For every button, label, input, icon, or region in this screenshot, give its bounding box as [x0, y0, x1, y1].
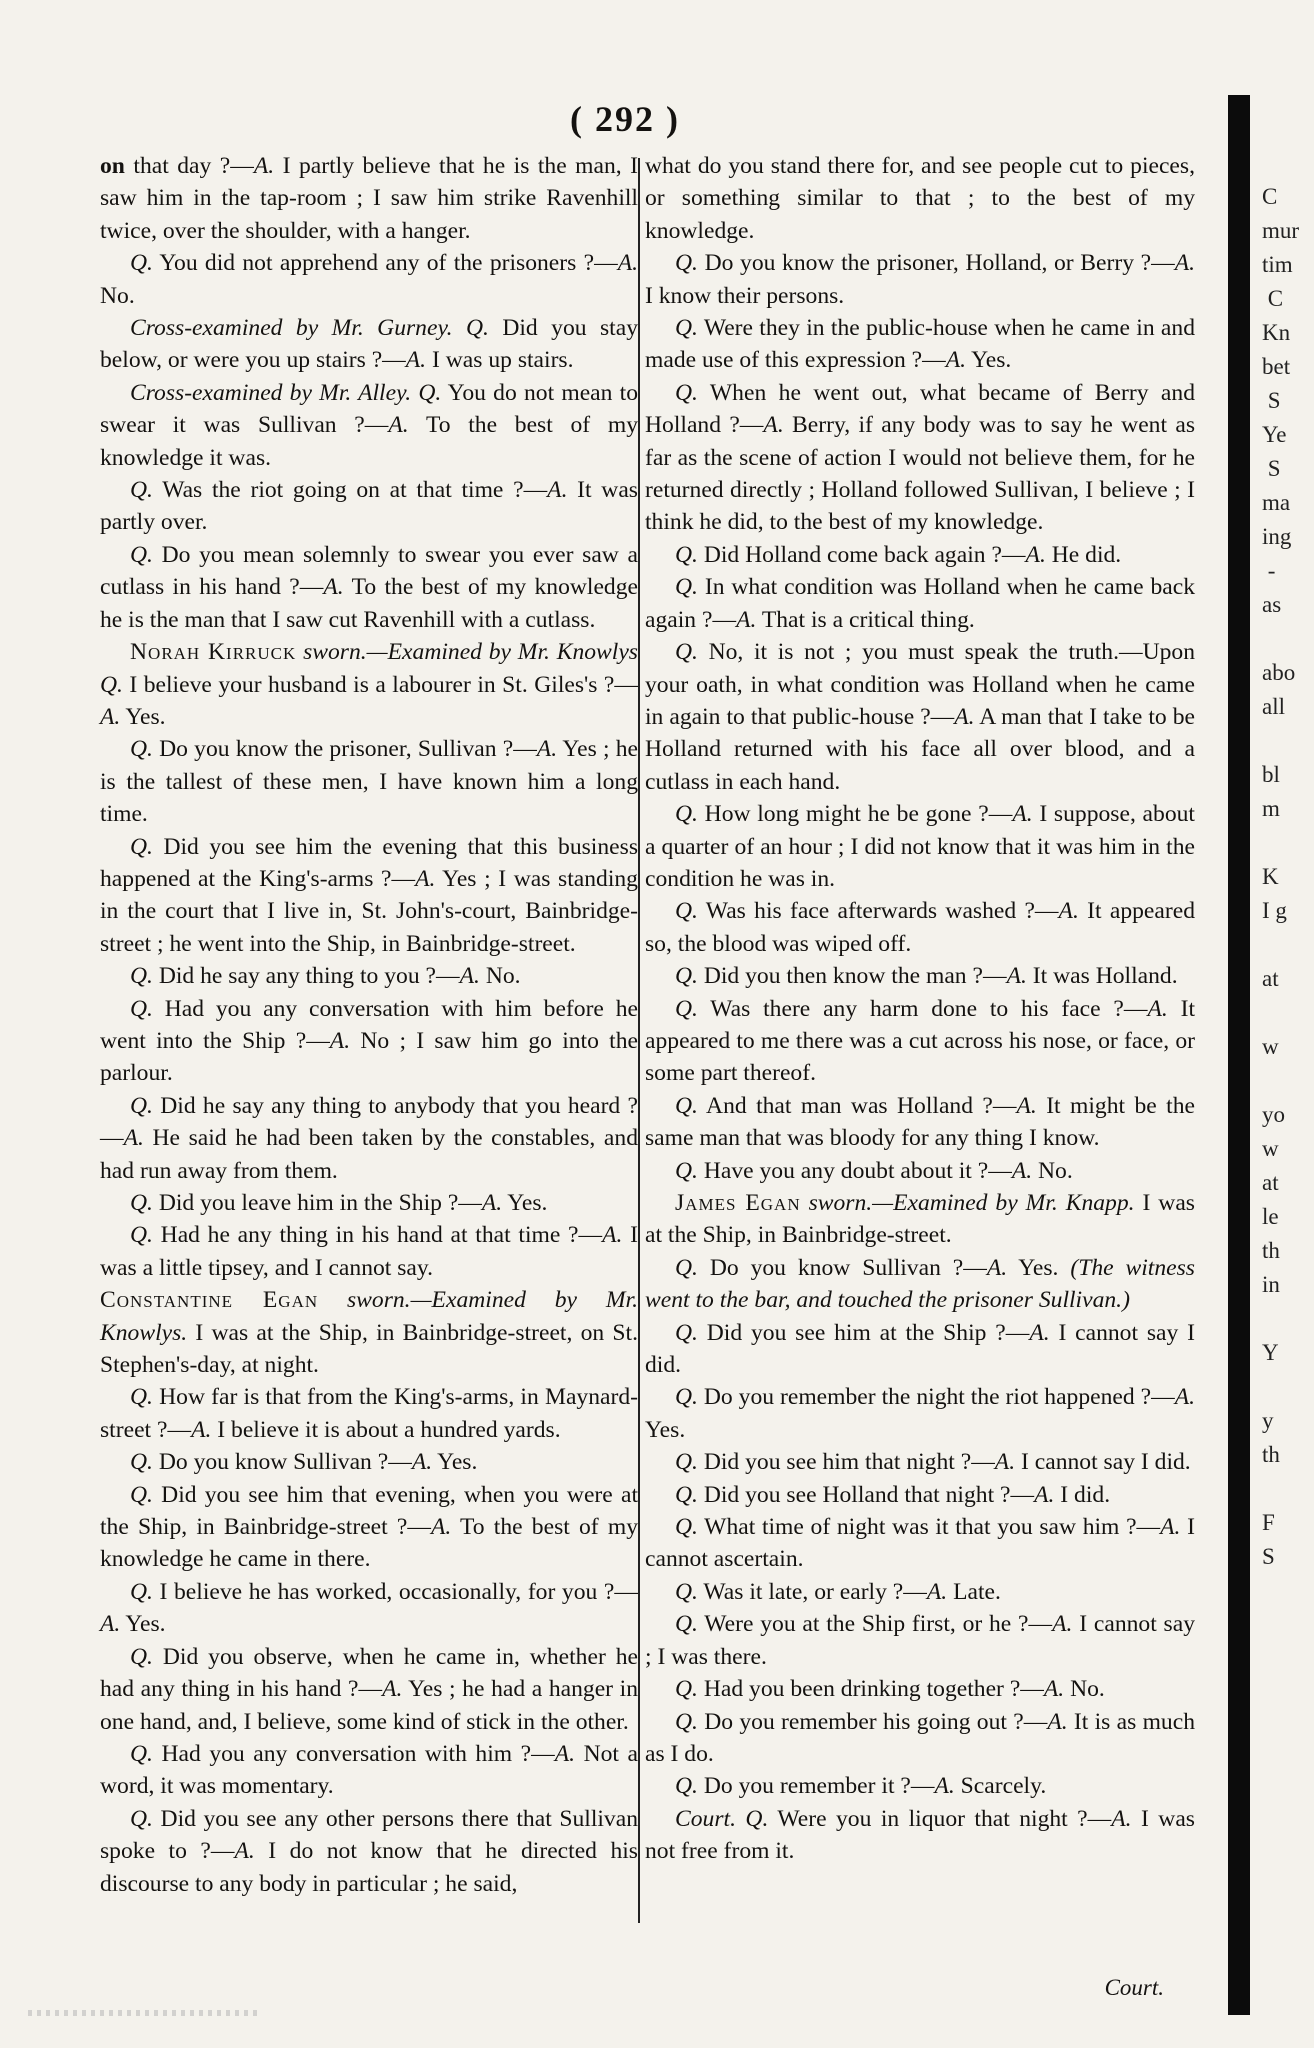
paragraph [645, 798, 1195, 895]
text-run: Q. [130, 1481, 153, 1508]
text-run: Had he any thing in his hand at that time ?— [152, 1222, 603, 1249]
text-run: Cross-examined by Mr. Alley. [130, 379, 412, 406]
text-run: I partly believe that he is the man, I saw him in the tap-room ; I saw him strike Ravenhill twice, over the shoulder, with a hanger. [100, 153, 638, 244]
text-run: on [100, 153, 125, 179]
text-run: Do you mean solemnly to swear you ever saw a cutlass in his hand ?— [100, 541, 638, 601]
text-run: Did you see any other persons there that Sullivan spoke to ?— [100, 1805, 638, 1865]
paragraph [100, 1090, 638, 1187]
text-run: A. [329, 1027, 351, 1054]
facing-page-fragments: C mur tim C Kn bet S Ye S ma ing - as abo all bl m K I g at w yo w at le th in Y y th F S [1262, 184, 1300, 1569]
text-run: Q. [130, 1449, 153, 1476]
text-run: A. [763, 412, 784, 439]
text-run: To the best of my knowledge it was. [100, 412, 638, 471]
text-run: sworn.—Examined by Mr. Knapp. [808, 1190, 1135, 1216]
paragraph [645, 1187, 1195, 1252]
text-run: Yes ; he is the tallest of these men, I have known him a long time. [100, 736, 638, 828]
text-run: He said he had been taken by the constables, and had run away from them. [100, 1125, 638, 1184]
text-run: what do you stand there for, and see people cut to pieces, or something similar to that ; to the best of my knowledge. [645, 153, 1195, 244]
text-run: A. [100, 1611, 121, 1638]
text-run: A. [1174, 1384, 1195, 1411]
ink-smudge [28, 2010, 258, 2016]
paragraph [645, 1317, 1195, 1382]
text-run: Court. [675, 1805, 736, 1832]
text-run: Q. [675, 1254, 698, 1281]
text-run: Cross-examined by Mr. Gurney. [130, 315, 453, 342]
text-run: I know their persons. [645, 282, 845, 309]
text-run: Berry, if any body was to say he went as far as the scene of action I would not believe them, for he returned directly ; Holland followed Sullivan, I believe ; I think he did, to the best of my knowledge. [645, 412, 1195, 536]
text-run: A. [430, 1514, 452, 1541]
text-run: Do you know Sullivan ?— [152, 1449, 412, 1476]
text-run: Q. [675, 1384, 698, 1411]
paragraph [100, 474, 638, 539]
text-run: A. [602, 1222, 623, 1249]
text-run: A. [926, 1578, 948, 1605]
text-run: I was up stairs. [426, 347, 574, 374]
text-run: Q. [675, 1449, 698, 1476]
paragraph [100, 636, 638, 733]
text-run: Q. [675, 1578, 698, 1605]
text-run: Were you at the Ship first, or he ?— [697, 1611, 1053, 1638]
text-run: I was at the Ship, in Bainbridge-street. [645, 1190, 1195, 1249]
text-run: Q. [675, 315, 698, 342]
text-run: Yes. [120, 703, 166, 730]
text-run: Had you been drinking together ?— [697, 1676, 1044, 1703]
text-run: Q. [675, 250, 698, 277]
text-run: Q. [675, 995, 698, 1022]
paragraph [645, 1706, 1195, 1771]
text-run: Yes. [432, 1449, 478, 1476]
text-run: To the best of my knowledge he came in there. [100, 1514, 638, 1573]
text-run: You do not mean to swear it was Sullivan ?— [100, 379, 639, 439]
text-run: Q. [130, 1740, 153, 1767]
text-run: I suppose, about a quarter of an hour ; I did not know that it was him in the condition he was in. [645, 801, 1195, 892]
text-run: How far is that from the King's-arms, in Maynard-street ?— [100, 1384, 638, 1443]
text-run: Had you any conversation with him ?— [152, 1740, 555, 1767]
text-run: A. [1025, 541, 1046, 568]
text-run: A. [405, 347, 427, 374]
text-run: Q. [130, 1805, 153, 1832]
paragraph [100, 1446, 638, 1478]
text-run: A. [1006, 963, 1027, 990]
text-run: A. [986, 1254, 1008, 1281]
text-run: It was partly over. [100, 477, 638, 536]
text-run: Did you see him that night ?— [697, 1449, 995, 1476]
text-run: Yes. [120, 1611, 166, 1638]
text-run: A. [945, 347, 967, 374]
text-run [453, 315, 466, 341]
text-run: Did he say any thing to anybody that you heard ?— [100, 1092, 638, 1152]
text-run: Yes ; I was standing in the court that I live in, St. John's-court, Bainbridge-street ; he went into the Ship, in Bainbridge-street. [100, 865, 638, 957]
text-run: (The witness went to the bar, and touched the prisoner Sullivan.) [645, 1254, 1195, 1314]
text-run: Q. [418, 379, 442, 406]
paragraph [645, 960, 1195, 992]
right-column [645, 150, 1195, 1978]
text-run: Did you see him the evening that this business happened at the King's-arms ?— [100, 833, 638, 892]
text-run: I was not free from it. [645, 1805, 1195, 1865]
text-run: When he went out, what became of Berry and Holland ?— [645, 379, 1195, 439]
text-run: No, it is not ; you must speak the truth.—Upon your oath, in what condition was Holland when he came in again to that public-house ?— [645, 639, 1195, 730]
text-run: Q. [675, 379, 698, 406]
text-run: sworn.—Examined by Mr. Knowlys [303, 639, 638, 666]
paragraph [645, 1673, 1195, 1705]
paragraph [645, 895, 1195, 960]
paragraph [645, 1155, 1195, 1187]
text-run: A. [1016, 1092, 1037, 1119]
text-run: A. [123, 1125, 144, 1152]
witness-name: Constantine Egan [100, 1287, 319, 1314]
text-run: I believe he has worked, occasionally, for you ?— [152, 1578, 638, 1605]
text-run: Q. [130, 963, 153, 990]
text-run: Did you observe, when he came in, whether he had any thing in his hand ?— [100, 1643, 638, 1703]
text-run: Q. [100, 671, 123, 698]
text-run: A. [415, 865, 436, 892]
paragraph [100, 1187, 638, 1219]
paragraph [645, 1511, 1195, 1576]
text-run: Not a word, it was momentary. [100, 1740, 638, 1800]
text-run: Q. [130, 995, 153, 1022]
paragraph [645, 312, 1195, 377]
paragraph [100, 377, 638, 474]
paragraph [645, 1576, 1195, 1608]
text-run: A. [382, 1676, 403, 1703]
text-run: It might be the same man that was bloody for any thing I know. [645, 1092, 1195, 1152]
text-run: Did he say any thing to you ?— [152, 963, 460, 990]
text-run: A. [481, 1190, 503, 1216]
text-run: A. [954, 703, 975, 730]
text-run: A. [736, 606, 757, 633]
text-run: A. [1029, 1319, 1050, 1346]
text-run: A. [1174, 250, 1195, 277]
text-run: Q. [675, 574, 698, 601]
paragraph [645, 993, 1195, 1090]
text-run: Did you see Holland that night ?— [697, 1481, 1035, 1508]
text-run: A. [617, 250, 638, 277]
paragraph [100, 1381, 638, 1446]
paragraph [100, 312, 638, 377]
text-run: A. [1052, 1611, 1073, 1638]
text-run: Were you in liquor that night ?— [768, 1805, 1112, 1832]
text-run: Yes. [645, 1416, 686, 1443]
paragraph [645, 571, 1195, 636]
paragraph [100, 1479, 638, 1576]
text-run: Q. [130, 1222, 153, 1249]
text-run: Q. [130, 1092, 153, 1119]
text-run: Q. [675, 898, 698, 925]
text-run: A. [1147, 995, 1168, 1022]
text-run: Did you then know the man ?— [697, 963, 1007, 990]
paragraph [100, 539, 638, 636]
text-run: A. [459, 963, 480, 990]
text-run: He did. [1045, 541, 1122, 568]
text-run: Do you remember the night the riot happened ?— [697, 1384, 1175, 1411]
text-run: It is as much as I do. [645, 1708, 1195, 1767]
text-run: Q. [130, 1643, 153, 1670]
text-run: that day ?— [124, 153, 254, 179]
text-run: Yes. [502, 1190, 548, 1216]
text-run: A. [554, 1740, 576, 1767]
paragraph [100, 1284, 638, 1381]
text-run: Q. [675, 1773, 698, 1800]
text-run: A. [100, 703, 121, 730]
text-run: Was the riot going on at that time ?— [152, 477, 548, 504]
column-divider [638, 158, 640, 1923]
text-run: A. [536, 736, 558, 763]
text-run: Q. [675, 1611, 698, 1638]
text-run: No. [1064, 1676, 1105, 1703]
text-run: A. [1011, 1157, 1033, 1184]
text-run: What time of night was it that you saw him ?— [697, 1514, 1161, 1541]
text-run: I cannot say ; I was there. [645, 1611, 1195, 1670]
text-run: A. [994, 1449, 1016, 1476]
text-run: Yes. [966, 347, 1012, 374]
text-run: No ; I saw him go into the parlour. [100, 1027, 638, 1087]
text-run: Scarcely. [954, 1773, 1047, 1800]
text-run: I cannot say I did. [645, 1319, 1195, 1379]
text-run: Q. [675, 1514, 698, 1541]
text-run: Do you know the prisoner, Holland, or Berry ?— [697, 250, 1175, 277]
text-run: I cannot ascertain. [645, 1514, 1195, 1573]
paragraph [645, 1803, 1195, 1868]
text-run: Did Holland come back again ?— [697, 541, 1026, 568]
text-run: Have you any doubt about it ?— [697, 1157, 1012, 1184]
text-run: It appeared to me there was a cut across his nose, or face, or some part thereof. [645, 995, 1196, 1087]
text-run: I do not know that he directed his discourse to any body in particular ; he said, [100, 1838, 638, 1897]
paragraph [645, 1252, 1195, 1317]
text-run: Q. [675, 801, 698, 828]
text-run: A. [234, 1838, 255, 1865]
text-run: Q. [465, 315, 489, 342]
paragraph [645, 377, 1195, 539]
paragraph [100, 733, 638, 830]
text-run: In what condition was Holland when he came back again ?— [645, 574, 1195, 633]
text-run: Q. [675, 639, 698, 666]
text-run: Do you know Sullivan ?— [697, 1254, 987, 1281]
text-run: A. [1012, 801, 1033, 828]
text-run: A. [388, 412, 409, 439]
text-run: Q. [130, 541, 153, 568]
paragraph [645, 636, 1195, 798]
text-run: Q. [130, 736, 153, 763]
text-run: I was a little tipsey, and I cannot say. [100, 1222, 638, 1281]
paragraph [645, 1381, 1195, 1446]
paragraph [645, 1090, 1195, 1155]
paragraph [100, 1803, 638, 1900]
text-run: Q. [675, 1708, 698, 1735]
text-run: Did you see him at the Ship ?— [697, 1319, 1030, 1346]
text-run: I cannot say I did. [1015, 1449, 1191, 1476]
text-run: Q. [130, 833, 153, 860]
text-run: A. [1111, 1805, 1132, 1832]
text-run: A. [1058, 898, 1079, 925]
text-run: Q. [675, 1092, 698, 1119]
text-run: Do you remember his going out ?— [697, 1708, 1048, 1735]
text-run: A. [411, 1449, 433, 1476]
paragraph [645, 247, 1195, 312]
text-run: Did you leave him in the Ship ?— [152, 1190, 482, 1216]
text-run: A. [934, 1773, 955, 1800]
text-run: And that man was Holland ?— [697, 1092, 1017, 1119]
text-run: A. [1160, 1514, 1181, 1541]
paragraph [645, 1479, 1195, 1511]
catchword: Court. [1104, 1975, 1164, 2000]
text-run: No. [100, 282, 135, 309]
witness-name: Norah Kirruck [130, 639, 297, 666]
text-run: No. [479, 963, 521, 990]
gutter-shadow [1228, 95, 1250, 2015]
paragraph [645, 1608, 1195, 1673]
text-run: That is a critical thing. [756, 606, 975, 633]
paragraph [100, 1576, 638, 1641]
paragraph [645, 1770, 1195, 1802]
text-run: Was his face afterwards washed ?— [697, 898, 1059, 925]
text-run: Q. [675, 1319, 698, 1346]
text-run: Was there any harm done to his face ?— [697, 995, 1148, 1022]
text-run: Q. [745, 1805, 769, 1832]
paragraph [100, 1641, 638, 1738]
text-run: Do you know the prisoner, Sullivan ?— [152, 736, 537, 763]
text-run: I was at the Ship, in Bainbridge-street, on St. Stephen's-day, at night. [100, 1319, 638, 1379]
text-run: Q. [130, 1190, 153, 1216]
text-run: A. [323, 574, 344, 601]
text-run: Q. [675, 1157, 698, 1184]
text-run: It appeared so, the blood was wiped off. [645, 898, 1195, 957]
text-run: Q. [130, 250, 153, 277]
text-run: Q. [675, 541, 698, 568]
paragraph [645, 1446, 1195, 1478]
text-run: A. [1047, 1708, 1068, 1735]
text-run: A. [191, 1416, 212, 1443]
text-run: No. [1032, 1157, 1073, 1184]
text-run: Q. [675, 1676, 698, 1703]
text-run: A. [547, 477, 568, 504]
text-run: Did you see him that evening, when you were at the Ship, in Bainbridge-street ?— [100, 1481, 638, 1541]
text-run [318, 1287, 347, 1313]
text-run [801, 1190, 809, 1216]
paragraph [100, 831, 638, 961]
text-run: Q. [675, 1481, 698, 1508]
text-run: Q. [130, 477, 153, 504]
text-run: Yes ; he had a hanger in one hand, and, I believe, some kind of stick in the other. [100, 1676, 638, 1735]
paragraph [100, 993, 638, 1090]
text-run: A. [1043, 1676, 1065, 1703]
text-run: It was Holland. [1026, 963, 1178, 990]
text-run: You did not apprehend any of the prisoners ?— [152, 250, 618, 277]
witness-name: James Egan [675, 1190, 801, 1216]
paragraph [100, 960, 638, 992]
text-run: Yes. [1007, 1254, 1071, 1281]
text-run: Do you remember it ?— [697, 1773, 935, 1800]
paragraph [645, 539, 1195, 571]
text-run: How long might he be gone ?— [697, 801, 1013, 828]
text-run: Did you stay below, or were you up stairs ?— [100, 315, 638, 374]
page-number: ( 292 ) [570, 99, 680, 139]
text-run: I did. [1054, 1481, 1111, 1508]
text-run: sworn.—Examined by Mr. Knowlys. [100, 1287, 638, 1346]
text-run: A. [1034, 1481, 1055, 1508]
text-run: A. [253, 153, 275, 179]
text-run: To the best of my knowledge he is the man that I saw cut Ravenhill with a cutlass. [100, 574, 638, 633]
text-run: I believe your husband is a labourer in St. Giles's ?— [122, 671, 638, 698]
paragraph [645, 150, 1195, 247]
text-run: Late. [947, 1578, 1001, 1605]
paragraph [100, 1219, 638, 1284]
text-run: I believe it is about a hundred yards. [211, 1416, 561, 1443]
text-run: Was it late, or early ?— [697, 1578, 927, 1605]
text-run: Q. [130, 1384, 153, 1411]
text-run: A man that I take to be Holland returned with his face all over blood, and a cutlass in each hand. [645, 703, 1195, 795]
text-run: Q. [675, 963, 698, 990]
paragraph [100, 247, 638, 312]
paragraph [100, 150, 638, 247]
left-column [100, 150, 638, 1978]
text-run: Had you any conversation with him before he went into the Ship ?— [100, 995, 638, 1054]
text-run: Were they in the public-house when he came in and made use of this expression ?— [645, 315, 1195, 374]
text-run [736, 1806, 745, 1832]
text-run: Q. [130, 1578, 153, 1605]
paragraph [100, 1738, 638, 1803]
